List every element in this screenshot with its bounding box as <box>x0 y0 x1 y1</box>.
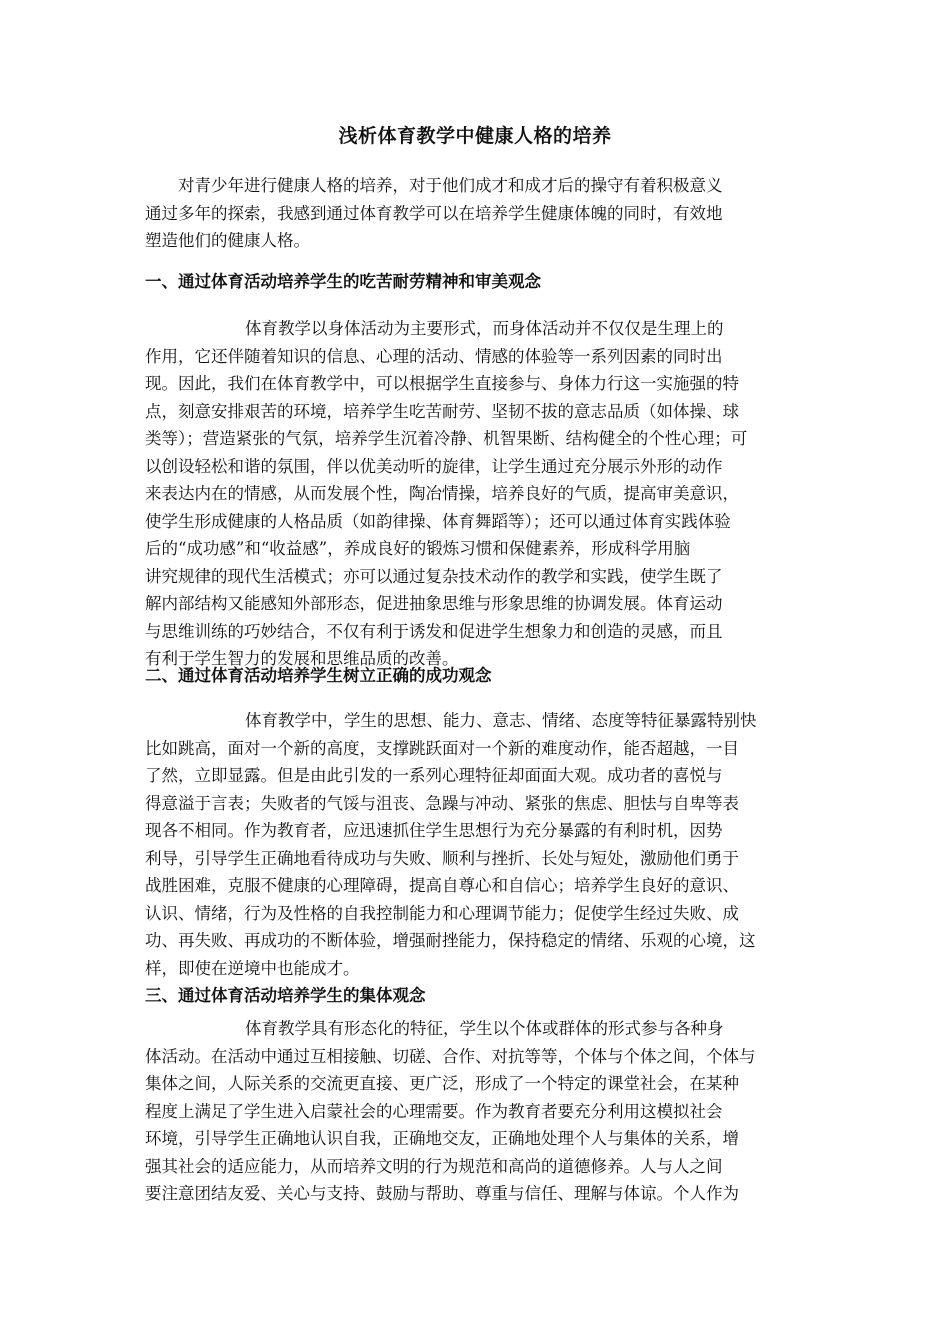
paragraph-line: 体活动。在活动中通过互相接触、切磋、合作、对抗等等，个体与个体之间，个体与 <box>145 1046 756 1066</box>
paragraph-line: 以创设轻松和谐的氛围，伴以优美动听的旋律，让学生通过充分展示外形的动作 <box>145 456 723 476</box>
paragraph-line: 功、再失败、再成功的不断体验，增强耐挫能力，保持稳定的情绪、乐观的心境，这 <box>145 931 756 950</box>
section-heading-1: 一、通过体育活动培养学生的吃苦耐劳精神和审美观念 <box>145 272 541 291</box>
paragraph-line: 现。因此，我们在体育教学中，可以根据学生直接参与、身体力行这一实施强的特 <box>145 374 739 393</box>
section-heading-2: 二、通过体育活动培养学生树立正确的成功观念 <box>145 666 492 685</box>
paragraph-line: 后的“成功感”和“收益感”，养成良好的锻炼习惯和保健素养，形成科学用脑 <box>145 539 691 558</box>
paragraph-line: 来表达内在的情感，从而发展个性，陶冶情操，培养良好的气质，提高审美意识， <box>145 484 739 503</box>
paragraph-line: 使学生形成健康的人格品质（如韵律操、体育舞蹈等）；还可以通过体育实践体验 <box>145 511 731 531</box>
paragraph-line: 得意溢于言表；失败者的气馁与沮丧、急躁与冲动、紧张的焦虑、胆怯与自卑等表 <box>145 793 739 813</box>
intro-paragraph <box>145 172 807 255</box>
paragraph-line: 体育教学中，学生的思想、能力、意志、情绪、态度等特征暴露特别快 <box>245 711 757 730</box>
paragraph-line: 认识、情绪，行为及性格的自我控制能力和心理调节能力；促使学生经过失败、成 <box>145 903 739 923</box>
paragraph-line: 环境，引导学生正确地认识自我，正确地交友，正确地处理个人与集体的关系，增 <box>145 1129 739 1148</box>
document-title: 浅析体育教学中健康人格的培养 <box>338 125 612 147</box>
paragraph-line: 强其社会的适应能力，从而培养文明的行为规范和高尚的道德修养。人与人之间 <box>145 1156 723 1176</box>
paragraph-line: 了然，立即显露。但是由此引发的一系列心理特征却面面大观。成功者的喜悦与 <box>145 766 723 785</box>
paragraph-line: 有利于学生智力的发展和思维品质的改善。 <box>145 649 459 668</box>
paragraph-line: 利导，引导学生正确地看待成功与失败、顺利与挫折、长处与短处，激励他们勇于 <box>145 848 739 868</box>
paragraph-line: 程度上满足了学生进入启蒙社会的心理需要。作为教育者要充分利用这模拟社会 <box>145 1101 723 1121</box>
paragraph-line: 要注意团结友爱、关心与支持、鼓励与帮助、尊重与信任、理解与体谅。个人作为 <box>145 1184 739 1203</box>
section-2-paragraph <box>145 707 807 982</box>
paragraph-line: 与思维训练的巧妙结合，不仅有利于诱发和促进学生想象力和创造的灵感，而且 <box>145 621 723 641</box>
section-heading-3: 三、通过体育活动培养学生的集体观念 <box>145 986 426 1005</box>
paragraph-line: 战胜困难，克服不健康的心理障碍，提高自尊心和自信心；培养学生良好的意识、 <box>145 876 739 895</box>
paragraph-line: 体育教学以身体活动为主要形式，而身体活动并不仅仅是生理上的 <box>245 319 724 338</box>
paragraph-line: 解内部结构又能感知外部形态，促进抽象思维与形象思维的协调发展。体育运动 <box>145 594 723 613</box>
paragraph-line: 通过多年的探索，我感到通过体育教学可以在培养学生健康体魄的同时，有效地 <box>145 203 723 223</box>
paragraph-line: 比如跳高，面对一个新的高度，支撑跳跃面对一个新的难度动作，能否超越，一目 <box>145 738 739 758</box>
section-1-paragraph <box>145 315 807 673</box>
paragraph-line: 集体之间，人际关系的交流更直接、更广泛，形成了一个特定的课堂社会，在某种 <box>145 1074 739 1093</box>
paragraph-line: 样，即使在逆境中也能成才。 <box>145 958 360 978</box>
paragraph-line: 讲究规律的现代生活模式；亦可以通过复杂技术动作的教学和实践，使学生既了 <box>145 566 723 586</box>
section-3-paragraph <box>145 1015 807 1208</box>
paragraph-line: 作用，它还伴随着知识的信息、心理的活动、情感的体验等一系列因素的同时出 <box>145 346 723 366</box>
paragraph-line: 对青少年进行健康人格的培养，对于他们成才和成才后的操守有着积极意义 <box>178 176 723 195</box>
paragraph-line: 类等）；营造紧张的气氛，培养学生沉着冷静、机智果断、结构健全的个性心理；可 <box>145 429 748 448</box>
paragraph-line: 塑造他们的健康人格。 <box>145 231 310 250</box>
paragraph-line: 点，刻意安排艰苦的环境，培养学生吃苦耐劳、坚韧不拔的意志品质（如体操、球 <box>145 401 739 421</box>
paragraph-line: 体育教学具有形态化的特征，学生以个体或群体的形式参与各种身 <box>245 1019 724 1038</box>
paragraph-line: 现各不相同。作为教育者，应迅速抓住学生思想行为充分暴露的有利时机，因势 <box>145 821 723 840</box>
